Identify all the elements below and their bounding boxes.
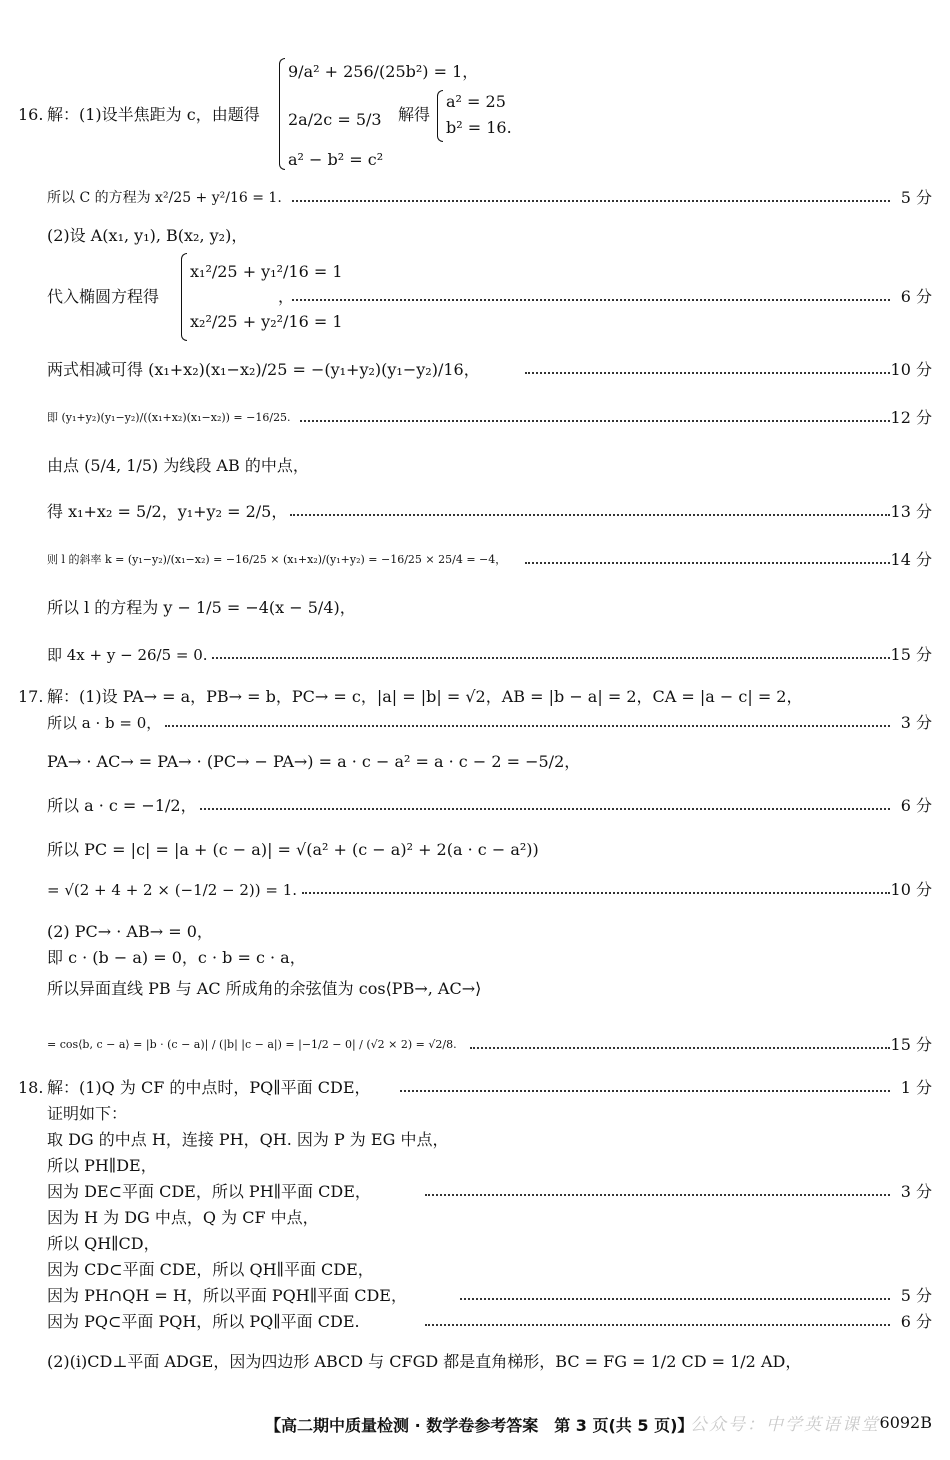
leader-dots (292, 299, 890, 301)
score: 6 分 (900, 1312, 932, 1331)
line-text: 所以 QH∥CD， (47, 1234, 160, 1253)
q16-system-1: 9/a² + 256/(25b²) = 1， (288, 62, 479, 81)
line-text: 所以 PC = |c| = |a + (c − a)| = √(a² + (c − a)² + 2(a · c − a²)) (47, 840, 539, 859)
leader-dots (165, 725, 890, 727)
line-text: 所以 l 的方程为 y − 1/5 = −4(x − 5/4)， (47, 598, 356, 617)
line-text: PA→ · AC→ = PA→ · (PC→ − PA→) = a · c − a² = a · c − 2 = −5/2， (47, 752, 581, 771)
line-text: 解：(1)Q 为 CF 的中点时，PQ∥平面 CDE， (47, 1078, 371, 1097)
leader-dots (525, 562, 890, 564)
score: 12 分 (890, 408, 932, 427)
leader-dots (425, 1324, 890, 1326)
q16-solve: 解得 (398, 105, 431, 124)
line-text: 因为 CD⊂平面 CDE，所以 QH∥平面 CDE， (47, 1260, 374, 1279)
line-text: 所以 C 的方程为 x²/25 + y²/16 = 1. (47, 190, 282, 206)
q16-sys2-1: x₁²/25 + y₁²/16 = 1 (190, 262, 343, 281)
q16-system-2: 2a/2c = 5/3 (288, 110, 382, 129)
score: 13 分 (890, 502, 932, 521)
q16-sys2-2: x₂²/25 + y₂²/16 = 1 (190, 312, 343, 331)
line-text: = cos⟨b, c − a⟩ = |b · (c − a)| / (|b| |c − a|) = |−1/2 − 0| / (√2 × 2) = √2/8. (47, 1038, 457, 1051)
line-text: (2)(i)CD⊥平面 ADGE，因为四边形 ABCD 与 CFGD 都是直角梯形，BC = FG = 1/2 CD = 1/2 AD， (47, 1352, 802, 1371)
line-text: (2) PC→ · AB→ = 0， (47, 922, 213, 941)
q16-solution-1: a² = 25 (446, 92, 506, 111)
q16-solution-2: b² = 16. (446, 118, 512, 137)
line-text: 则 l 的斜率 k = (y₁−y₂)/(x₁−x₂) = −16/25 × (x₁+x₂)/(y₁+y₂) = −16/25 × 25/4 = −4， (47, 553, 507, 566)
line-text: 所以异面直线 PB 与 AC 所成角的余弦值为 cos⟨PB→, AC→⟩ (47, 979, 482, 998)
score: 3 分 (900, 713, 932, 732)
line-text: 两式相减可得 (x₁+x₂)(x₁−x₂)/25 = −(y₁+y₂)(y₁−y₂)/16， (47, 360, 480, 379)
line-text: 所以 a · c = −1/2， (47, 796, 197, 815)
brace (279, 58, 285, 170)
score: 6 分 (900, 796, 932, 815)
score: 10 分 (890, 360, 932, 379)
line-text: 所以 PH∥DE， (47, 1156, 157, 1175)
leader-dots (212, 657, 890, 659)
question-number: 17. (18, 687, 44, 706)
score: 5 分 (900, 1286, 932, 1305)
score: 1 分 (900, 1078, 932, 1097)
line-text: 即 4x + y − 26/5 = 0. (47, 646, 208, 664)
leader-dots (460, 1298, 890, 1300)
line-text: (2)设 A(x₁, y₁), B(x₂, y₂)， (47, 226, 248, 245)
line-text: 因为 H 为 DG 中点，Q 为 CF 中点， (47, 1208, 319, 1227)
line-text: 得 x₁+x₂ = 5/2，y₁+y₂ = 2/5， (47, 502, 288, 521)
score: 5 分 (900, 188, 932, 207)
line-text: 取 DG 的中点 H，连接 PH，QH. 因为 P 为 EG 中点， (47, 1130, 449, 1149)
leader-dots (525, 372, 890, 374)
line-text: 因为 PQ⊂平面 PQH，所以 PQ∥平面 CDE. (47, 1312, 360, 1331)
line-text: 代入椭圆方程得 (47, 287, 160, 306)
leader-dots (292, 200, 890, 202)
paper-code: 6092B (879, 1413, 932, 1432)
question-number: 18. (18, 1078, 44, 1097)
q16-intro: 解：(1)设半焦距为 c，由题得 (47, 105, 260, 124)
line-text: 即 (y₁+y₂)(y₁−y₂)/((x₁+x₂)(x₁−x₂)) = −16/25. (47, 411, 291, 424)
leader-dots (425, 1194, 890, 1196)
line-text: = √(2 + 4 + 2 × (−1/2 − 2)) = 1. (47, 881, 298, 899)
leader-dots (200, 808, 890, 810)
line-text: 因为 DE⊂平面 CDE，所以 PH∥平面 CDE， (47, 1182, 371, 1201)
line-text: 由点 (5/4, 1/5) 为线段 AB 的中点， (47, 456, 309, 475)
brace (437, 90, 443, 142)
question-number: 16. (18, 105, 44, 124)
line-text: 证明如下： (47, 1104, 128, 1123)
line-text: 因为 PH∩QH = H，所以平面 PQH∥平面 CDE， (47, 1286, 407, 1305)
score: 10 分 (890, 880, 932, 899)
leader-dots (400, 1090, 890, 1092)
watermark: 公众号：中学英语课堂 (690, 1415, 880, 1435)
score: 6 分 (900, 287, 932, 306)
leader-dots (300, 420, 890, 422)
line-text: 解：(1)设 PA→ = a，PB→ = b，PC→ = c，|a| = |b| = √2，AB = |b − a| = 2，CA = |a − c| = 2， (47, 687, 803, 706)
line-text: 所以 a · b = 0， (47, 714, 162, 732)
leader-dots (470, 1047, 890, 1049)
leader-dots (290, 514, 890, 516)
brace (181, 253, 187, 341)
score: 14 分 (890, 550, 932, 569)
score: 3 分 (900, 1182, 932, 1201)
q16-comma: ， (278, 287, 295, 306)
page-footer-title: 【高二期中质量检测 · 数学卷参考答案 第 3 页(共 5 页)】 (265, 1416, 694, 1435)
q16-system-3: a² − b² = c² (288, 150, 384, 169)
score: 15 分 (890, 1035, 932, 1054)
score: 15 分 (890, 645, 932, 664)
leader-dots (302, 892, 890, 894)
line-text: 即 c · (b − a) = 0，c · b = c · a， (47, 948, 306, 967)
